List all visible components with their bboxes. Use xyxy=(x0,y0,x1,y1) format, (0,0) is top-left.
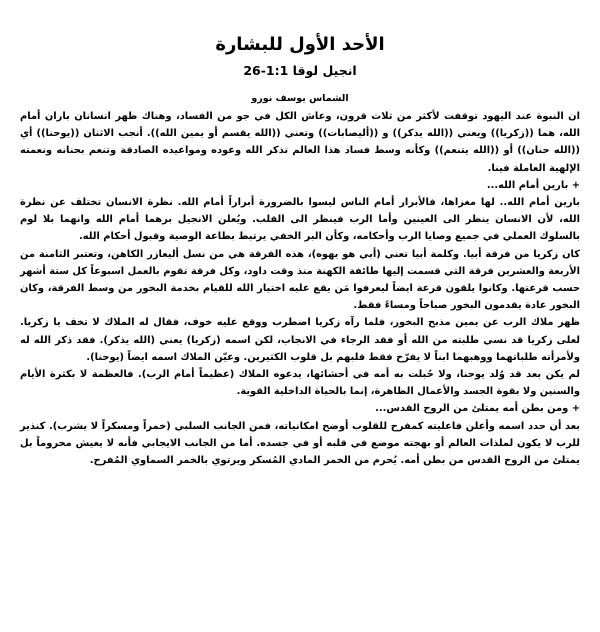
paragraph-righteous: بارين أمام الله.. لها مغزاها، فالأبرار أمام الناس ليسوا بالضرورة أبراراً أمام الله. نظرة الانسان تختلف عن نظرة الله، لأن الانسان ينظر الى العينين وأما الرب فينظر الى القلب. ويُعلن الانجيل برهما أمام الله وانهما بلا لوم بالسلوك العملي في جميع وصايا الرب وأحكامه، وكأن البر الخفي يرتبط بطاعة الوصية وقبول أحكام الله. xyxy=(20,197,580,243)
document-body xyxy=(20,108,580,469)
scripture-reference: انجيل لوقا 1:1-26 xyxy=(243,63,357,78)
paragraph-greatness: لم يكن بعد قد وُلد يوحنا، ولا حُبلت به أمه في أحشائها، يدعوه الملاك (عظيماً أمام الرب). فالعظمة لا بكثرة الأيام والسنين ولا بقوة الجسد والأعمال الظاهرة، إنما بالحياة الداخلية القوية. xyxy=(20,369,580,398)
document-title: الأحد الأول للبشارة xyxy=(215,34,385,55)
paragraph-nazirite: بعد أن حدد اسمه وأعلن فاعليته كمفرح للقلوب أوضح امكانياته، فمن الجانب السلبي (خمراً ومسكراً لا يشرب). كنذير للرب لا يكون لملذات العالم أو بهجته موضع في قلبه أو في جسده. أما من الجانب الايجابي فأنه لا يعيش محروماً بل يمتلئ من الروح القدس من بطن أمه. يُحرم من الخمر المادي المُسكر ويرتوي بالخمر السماوي المُفرح. xyxy=(20,420,580,467)
paragraph-angel: ظهر ملاك الرب عن يمين مذبح البخور، فلما رآه زكريا اضطرب ووقع عليه خوف، فقال له الملاك لا تخف يا زكريا. لعلى زكريا قد نسي طلبته من الله أو فقد الرجاء في الانجاب، لكن اسمه (زكريا) يعني (الله يذكر). فقد ذكر الله له ولأمرأته طلباتهما ووهبهما ابناً لا يفرّح فقط قلبهم بل قلوب الكثيرين. وعيّن الملاك اسمه ايضاً (يوحنا). xyxy=(20,317,580,363)
bullet-heading-holy-spirit: + ومن بطن أمه يمتلئ من الروح القدس... xyxy=(375,403,580,415)
bullet-heading-righteous: + بارين أمام الله... xyxy=(486,179,580,191)
author-name: الشماس يوسف نورو xyxy=(251,93,349,104)
paragraph-intro: ان النبوة عند اليهود توقفت لأكثر من ثلاث قرون، وعاش الكل في جو من الفساد، وهناك ظهر انسانان باران أمام الله، هما ((زكريا)) ويعني ((الله يذكر)) و ((أليصابات)) وتعني ((الله يقسم أو يمين الله)). أنجب الاثنان ((يوحنا)) أي ((الله حنان)) أو ((الله يتنعم)) وكأنه وسط فساد هذا العالم تذكر الله وعوده ومواعيده الصادقة وتنعم بحنانه ونعمته الإلهية العاملة فينا. xyxy=(20,111,580,174)
paragraph-abijah: كان زكريا من فرقة أبيا. وكلمة أبيا تعني (أبي هو يهوه)، هذه الفرقة هي من نسل أليعازر الكاهن، وتعتبر الثامنة من الأربعة والعشرين فرقة التي قسمت إليها طائفة الكهنة منذ وقت داود، وكل فرقة تقوم بالعمل اسبوعاً كل ستة أشهر حسب قرعتها. وكانوا يلقون قرعة ايضاً ليعرفوا مَن يقع عليه اختيار الله للقيام بخدمة البخور من وسط الفرقة، وكان البخور عادة يقدمون البخور صباحاً ومساءً فقط. xyxy=(20,248,580,312)
